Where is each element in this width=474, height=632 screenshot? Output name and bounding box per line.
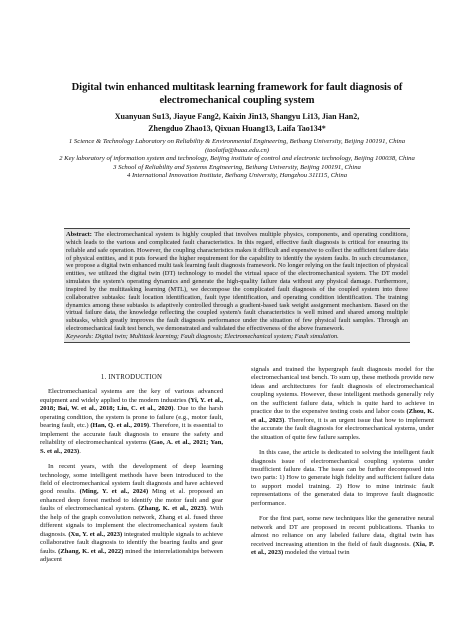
keywords: Keywords: Digital twin; Multitask learning; Fault diagnosis; Electromechanical system; Fault simulation. (66, 332, 339, 340)
paper-title: Digital twin enhanced multitask learning framework for fault diagnosis of electromechanical coupling system (71, 82, 403, 106)
abstract-box (64, 228, 410, 343)
author-list (40, 111, 434, 135)
text-run: signals and trained the hypergraph fault diagnosis model for the electromechanical test bench. To sum up, these methods provide new ideas and architectures for fault diagnosis of electromechanical coupling systems. However, these intelligent methods generally rely on the sufficient failure data, which is quite hard to achieve in practice due to the expensive testing costs and labor costs (251, 366, 434, 416)
citation: (Zhang, K. et al., 2022) (58, 547, 124, 555)
section-heading: 1. INTRODUCTION (100, 374, 163, 381)
text-run: . Therefore, it is essential to implement the accurate fault diagnosis to ensure the safety and reliability of electromechanical systems (40, 422, 223, 447)
affiliation: 1 Science & Technology Laboratory on Reliability & Environmental Engineering, Beihang University, Beijing 100191, China (taolaifa@buaa.edu.cn) (68, 138, 406, 154)
citation: (Xu, Y. et al., 2023) (68, 530, 123, 538)
text-run: For the first part, some new techniques like the generative neural network and DT are proposed in recent publications. Thanks to almost no reliance on any labeled failure data, digital twin has received increasing attention in the field of fault diagnosis. (251, 515, 434, 548)
author-line: Zhengduo Zhao13, Qixuan Huang13, Laifa Tao134* (148, 124, 326, 133)
affiliations (55, 138, 419, 181)
affiliation: 4 International Innovation Institute, Beihang University, Hangzhou 311115, China (126, 172, 348, 180)
body-paragraph (251, 449, 434, 508)
citation: (Han, Q. et al., 2019) (90, 422, 150, 430)
citation: (Gao, A. et al., 2021; Yan, S. et al., 2023) (40, 439, 224, 455)
text-run: . With the help of the graph convolution network, Zhang et al. fused three different signals to implement the electromechanical system fault diagnosis. (40, 505, 223, 538)
text-run: integrated multiple signals to achieve collaborative fault diagnosis to identify the bearing faults and gear faults. (40, 530, 223, 555)
right-column (251, 366, 434, 565)
body-paragraph (251, 366, 434, 442)
abstract-text (66, 231, 408, 333)
citation: (Zhou, K. et al., 2023) (251, 408, 434, 424)
body-paragraph (40, 388, 223, 456)
text-run: . Therefore, it is an urgent issue that how to implement the accurate the fault diagnosis for electromechanical systems, under the situation of quite few failure samples. (251, 416, 435, 441)
text-run: mined the interrelationships between adjacent (40, 547, 223, 564)
left-column-body (40, 388, 223, 564)
citation: (Yi, Y. et al., 2018; Bai, W. et al., 2018; Liu, C. et al., 2020) (40, 396, 223, 413)
affiliation: 3 School of Reliability and Systems Engineering, Beihang University, Beijing 100191, China (113, 163, 361, 171)
abstract-label: Abstract: (66, 231, 92, 238)
text-run: modeled the virtual twin (283, 549, 350, 557)
text-run: . Due to the harsh operating condition, the system is prone to failure (e.g., motor fault, bearing fault, etc.) (40, 405, 223, 430)
text-run: In recent years, with the development of deep learning technology, some intelligent methods have been introduced to the field of electromechanical system fault diagnosis and have achieved good results. (40, 463, 223, 496)
left-column (40, 366, 223, 572)
body-paragraph (251, 515, 434, 557)
text-run: Electromechanical systems are the key of various advanced equipment and widely applied to the modern industries (40, 388, 223, 404)
citation: (Ming, Y. et al., 2024) (79, 488, 149, 496)
text-run: Ming et al. proposed an enhanced deep forest method to identify the motor fault and gear faults of electromechanical system. (40, 488, 223, 513)
text-run: In this case, the article is dedicated to solving the intelligent fault diagnosis issue of electromechanical coupling systems under insufficient failure data. The issue can be further decomposed into two parts: 1) How to generate high fidelity and sufficient failure data to support model training. 2) How to mine intrinsic fault representations of the generated data to improve fault diagnostic performance. (251, 449, 434, 507)
body-paragraph (40, 463, 223, 564)
abstract-body: The electromechanical system is highly coupled that involves multiple physics, components, and operating conditions, which leads to the various and complicated fault characteristics. In this regard, effective fault diagnosis is critical for ensuring its reliable and safe operation. However, the coupling characteristics makes it difficult and expensive to collect the sufficient failure data of physical entities, and it puts forward the higher requirement for the capability to identify the system faults. In such circumstance, we propose a digital twin enhanced multi task learning fault diagnosis framework. No longer relying on the fault injection of physical entities, we utilized the digital twin (DT) technology to model the virtual space of the electromechanical system. The DT model simulates the system's operating dynamics and generate the high-quality failure data without any physical damage. Furthermore, inspired by the multitasking learning (MTL), we decompose the complicated fault diagnosis of the coupled system into three collaborative subtasks: fault location identification, fault type identification, and operating condition identification. The training dynamics among these subtasks is adaptively controlled through a gradient-based task weight assignment mechanism. Based on the virtual failure data, the knowledge reflecting the coupled system's fault characteristics is well mined and shared among multiple subtasks, which greatly improves the fault diagnosis performance under the situation of few physical fault samples. Through an electromechanical fault test bench, we demonstrated and validated the effectiveness of the above framework. (66, 231, 409, 333)
author-line: Xuanyuan Su13, Jiayue Fang2, Kaixin Jin13, Shangyu Li13, Jian Han2, (114, 112, 360, 121)
affiliation: 2 Key laboratory of information system and technology, Beijing institute of control and electronic technology, Beijing 100038, China (59, 155, 415, 163)
citation: (Xia, P. et al., 2023) (251, 540, 434, 557)
right-column-body (251, 366, 434, 558)
text-run: . (79, 447, 81, 455)
citation: (Zhang, K. et al., 2023) (138, 505, 207, 513)
